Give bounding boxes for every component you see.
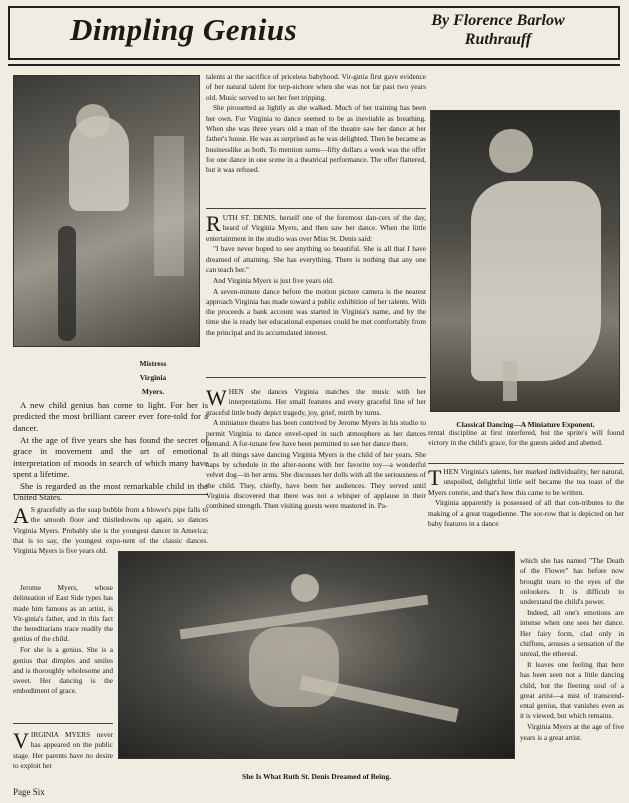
- body-paragraph: Virginia apparently is possessed of all that con-tributes to the making of a great tragedienne. The sor-row that is depicted on her baby features in a dance: [428, 498, 624, 528]
- col2-section1: [206, 72, 426, 176]
- article-title: Dimpling Genius: [70, 12, 298, 47]
- drop-cap: A: [13, 503, 29, 528]
- body-paragraph: And Virginia Myers is just five years old.: [213, 275, 334, 285]
- body-paragraph: Jerome Myers, whose delineation of East Side types has made him famous as an artist, is Vir-ginia's father, and in this fact the hereditarians trace readily the genius of the child.: [13, 583, 113, 644]
- photo3-caption: She Is What Ruth St. Denis Dreamed of Being.: [242, 772, 391, 781]
- drop-cap: T: [428, 465, 442, 490]
- intro-text: [13, 400, 208, 504]
- body-paragraph: HEN Virginia's talents, her marked individuality, her natural, unspoiled, delightful little self became the tea toast of the Myers coterie, and that's how this came to be written.: [428, 467, 624, 497]
- section-rule: [206, 208, 426, 209]
- col1-section3: [13, 730, 113, 772]
- body-paragraph: In all things save dancing Virginia Myers is the child of her years. She naps by schedule in the after-noons with her favorite toy—a wonderful velvet dog—in her arms. She discusses her dolls with all the seriousness of the child. They, chiefly, have been her audiences. They served until Virginia discovered that there was not a whisper of applause in their combined strength. Then visiting guests were mastered in. Pa-: [206, 449, 426, 511]
- section-rule: [13, 494, 208, 495]
- drop-cap: R: [206, 211, 221, 236]
- intro-paragraph: She is regarded as the most remarkable child in the United States.: [13, 480, 208, 503]
- body-paragraph: IRGINIA MYERS never has appeared on the public stage. Her parents have no desire to exploit her: [13, 730, 113, 770]
- caption1-line2: Virginia: [139, 373, 167, 382]
- photo-classical-dancing: [430, 110, 620, 412]
- caption1-line1: Mistress: [139, 359, 167, 368]
- body-paragraph: HEN she dances Virginia matches the music with her interpretations. Her small features and every graceful line of her graceful little body depict tragedy, joy, grief, mirth by turns.: [206, 387, 426, 417]
- body-paragraph: talents at the sacrifice of priceless babyhood. Vir-ginia first gave evidence of her natural talent for terp-sichore when she was not far past two years old. Music served to set her feet tripping.: [206, 72, 426, 102]
- body-paragraph: For she is a genius. She is a genius that dimples and smiles and is thoroughly wholesome and sweet. Her dancing is the embodiment of grace.: [13, 645, 113, 696]
- body-paragraph: "I have never hoped to see anything so beautiful. She is all that I have dreamed of attaining. She has everything. There is nothing that any one can teach her.": [206, 244, 426, 274]
- caption1-line3: Myers.: [141, 387, 165, 396]
- section-rule: [13, 723, 113, 724]
- body-paragraph: S gracefully as the soap bubble from a blower's pipe falls to the smooth floor and thistledowns up again, so dances Virginia Myers. Probably she is the youngest dancer in America; that is to say, the youngest expo-nent of the classic dances. Virginia Myers is five years old.: [13, 505, 208, 556]
- body-paragraph: It leaves one feeling that here has been seen not a little dancing child, but the fleeting soul of a great artist—a mist of transcend-ental genius, that vanishes even as it is viewed, but which remains.: [520, 659, 624, 721]
- intro-paragraph: At the age of five years she has found the secret of grace in movement and the art of emotional interpretation of moods in search of which many have spent a lifetime.: [13, 434, 208, 479]
- photo2-caption: Classical Dancing—A Miniature Exponent.: [456, 420, 595, 429]
- byline: [398, 11, 598, 49]
- page-number: Page Six: [13, 787, 45, 797]
- col2-continuation: [428, 428, 624, 449]
- col2-section4: [428, 467, 624, 530]
- body-paragraph: A miniature theatre has been contrived by Jerome Myers in his studio to permit Virginia to dance envel-oped in such atmosphere as her dances demand. A for-tunate few have been permitted to see her dance there.: [206, 418, 426, 448]
- col2-section2: [206, 213, 426, 339]
- intro-paragraph: A new child genius has come to light. For her is predicted the most brilliant career ever fore-told for a dancer.: [13, 400, 208, 433]
- photo-virginia-seated: [13, 75, 200, 347]
- section-rule: [428, 463, 624, 464]
- body-paragraph: A seven-minute dance before the motion picture camera is the nearest approach Virginia has made toward a public exhibition of her talents. With the proceeds a bank account was started in Virginia's name, and by the time she is ready her educational expenses could be met comfortably from the principal and its accumulated interest.: [206, 286, 426, 337]
- col3-text: [520, 556, 624, 743]
- col2-section3: [206, 387, 426, 512]
- col1-section2-cont: [13, 583, 113, 697]
- photo-dance-pose: [118, 551, 515, 759]
- photo1-caption: [118, 357, 188, 399]
- body-paragraph: which she has named "The Death of the Flower" has before now brought tears to the eyes of the onlookers. It is difficult to understand the child's power.: [520, 556, 624, 607]
- drop-cap: V: [13, 728, 29, 753]
- body-paragraph: UTH ST. DENIS, herself one of the foremost dan-cers of the day, heard of Virginia Myers, and then saw her dance. When the little entertainment in the studio was over Miss St. Denis said:: [206, 213, 426, 243]
- byline-line2: Ruthrauff: [464, 31, 532, 48]
- byline-line1: By Florence Barlow: [431, 12, 565, 29]
- col1-section2: [13, 505, 208, 557]
- body-paragraph: Indeed, all one's emotions are intense when one sees her dance. Her fairy form, clad only in chiffons, arouses a sensation of the unreal, the ethereal.: [520, 607, 624, 659]
- section-rule: [206, 377, 426, 378]
- drop-cap: W: [206, 385, 227, 410]
- header-rule: [8, 64, 620, 66]
- body-paragraph: She pirouetted as lightly as she walked. Much of her training has been her own. For Virginia to dance seemed to be as inevitable as breathing. When she was three years old a man of the theatre saw her dance at her father's house. He was as surprised as he was delighted. Then he became as businesslike as both. To mention sums—fifty dollars a week was the offer for one dance in one scene in a theatrical performance. The offer flattered, but it was refused.: [206, 103, 426, 175]
- body-paragraph: Virginia Myers at the age of five years is a great artist.: [520, 722, 624, 742]
- body-paragraph: rental discipline at first interfered, but the sprite's will found victory in the child's grace, for the guests aided and abetted.: [428, 428, 624, 448]
